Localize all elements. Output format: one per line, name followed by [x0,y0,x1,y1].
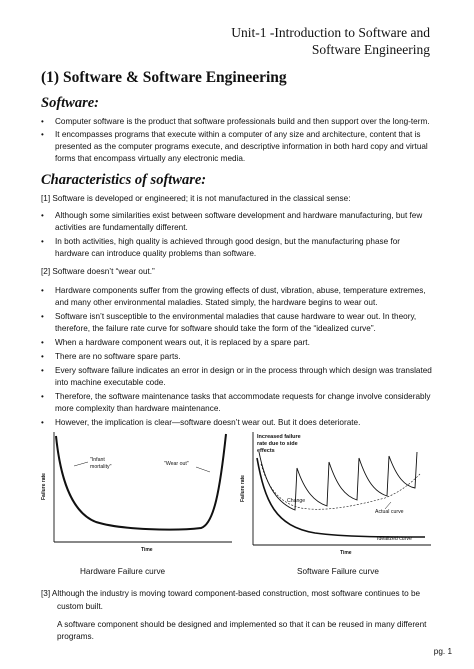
bullet-icon: • [41,117,44,126]
increased-failure-label-l2: rate due to side [257,441,298,447]
increased-failure-label-l1: Increased failure [257,434,301,440]
bathtub-curve [56,434,226,530]
infant-mortality-label-l1: "Infant [90,457,105,463]
list-item: • Although some similarities exist between software development and hardware manufacturing, but few activities are fundamentally different. [41,211,423,232]
actual-curve-label: Actual curve [375,509,404,515]
list-item: • Hardware components suffer from the growing effects of dust, vibration, abuse, temperature extremes, and many other environmental maladies. Stated simply, the hardware begins to wear out. [41,286,426,307]
wear-out-pointer [196,467,210,472]
actual-pointer [385,502,391,509]
bullet-icon: • [41,211,44,220]
x-axis-label: Time [141,547,153,553]
bullet-icon: • [41,237,44,246]
increased-failure-label-l3: effects [257,448,275,454]
unit-title-line1: Unit-1 -Introduction to Software and [231,25,430,40]
section-title: (1) Software & Software Engineering [41,69,287,86]
item-3-paragraph: A software component should be designed and implemented so that it can be reused in many different programs. [57,620,427,641]
actual-curve [259,452,417,510]
list-item: • However, the implication is clear—software doesn’t wear out. But it does deteriorate. [41,418,361,427]
item-1-bullets [41,210,433,260]
hardware-figure-caption: Hardware Failure curve [80,567,166,576]
list-item: • It encompasses programs that execute within a computer of any size and architecture, content that is presented as the computer programs execute, and descriptive information in both hard copy and virtual forms that encompass virtually any electronic media. [41,130,428,163]
change-label: Change [287,498,306,504]
software-heading: Software: [41,95,99,111]
infant-mortality-label-l2: mortality" [90,464,112,470]
item-3-line1: [3] Although the industry is moving toward component-based construction, most software continues to be [41,589,421,598]
item-2-heading: [2] Software doesn’t “wear out.” [41,267,155,276]
list-item: • When a hardware component wears out, it is replaced by a spare part. [41,338,310,347]
unit-title-line2: Software Engineering [311,42,430,57]
list-item: • Therefore, the software maintenance tasks that accommodate requests for change involve considerably more complexity than hardware maintenance. [41,392,431,413]
infant-pointer [74,462,88,466]
item-1-heading: [1] Software is developed or engineered; it is not manufactured in the classical sense: [41,194,351,203]
bullet-icon: • [41,338,44,347]
y-axis-label: Failure rate [240,475,246,502]
hardware-failure-curve-figure [36,430,236,560]
characteristics-heading: Characteristics of software: [41,172,207,188]
list-item: • Software isn’t susceptible to the environmental maladies that cause hardware to wear out. In theory, therefore, the failure rate curve for software should take the form of the “idealized curve”. [41,312,417,333]
bullet-icon: • [41,312,44,321]
bullet-icon: • [41,286,44,295]
bullet-icon: • [41,366,44,375]
list-item: • Computer software is the product that software professionals build and then support over the long-term. [41,117,430,126]
bullet-icon: • [41,352,44,361]
item-3-line2: custom built. [57,602,103,611]
software-bullets [41,116,433,165]
item-2-bullets [41,285,433,429]
list-item: • There are no software spare parts. [41,352,181,361]
software-failure-curve-figure [235,430,435,560]
bullet-icon: • [41,130,44,139]
idealized-curve [257,458,425,537]
bullet-icon: • [41,392,44,401]
page-number: pg. 1 [433,647,452,656]
list-item: • In both activities, high quality is achieved through good design, but the manufacturing phase for hardware can introduce quality problems than software. [41,237,401,258]
wear-out-label: "Wear out" [164,461,189,467]
x-axis-label: Time [340,550,352,556]
y-axis-label: Failure rate [41,473,47,500]
idealized-curve-label: Idealized curve [377,536,412,542]
list-item: • Every software failure indicates an error in design or in the process through which design was translated into machine executable code. [41,366,432,387]
software-figure-caption: Software Failure curve [297,567,379,576]
bullet-icon: • [41,418,44,427]
